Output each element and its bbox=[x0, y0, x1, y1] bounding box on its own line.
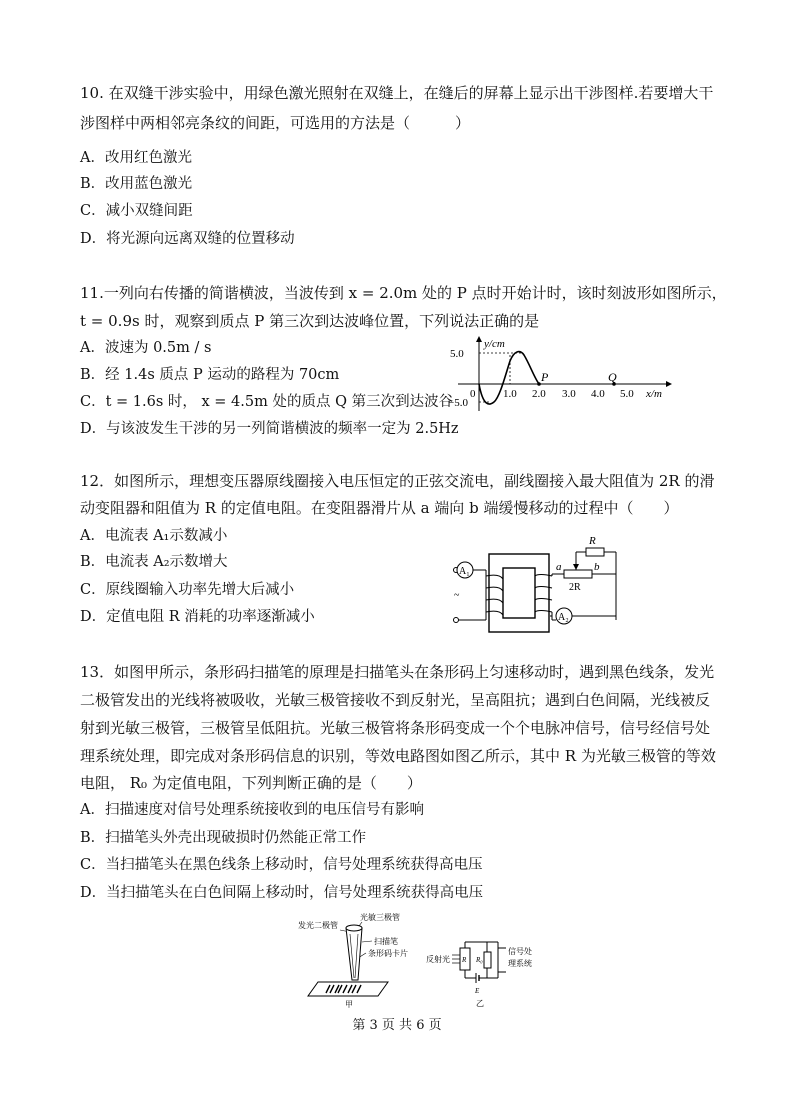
q11-option-b: B．经 1.4s 质点 P 运动的路程为 70cm bbox=[80, 367, 340, 383]
label-yi: 乙 bbox=[476, 999, 484, 1008]
q13-line1: 13．如图甲所示，条形码扫描笔的原理是扫描笔头在条形码上匀速移动时，遇到黑色线条，发光 bbox=[80, 663, 715, 681]
rheostat-label: 2R bbox=[569, 582, 581, 593]
q13-option-a: A．扫描速度对信号处理系统接收到的电压信号有影响 bbox=[80, 802, 424, 818]
label-card: 条形码卡片 bbox=[368, 949, 408, 958]
q12-option-c: C．原线圈输入功率先增大后减小 bbox=[80, 582, 295, 598]
resistor-r-label: R bbox=[589, 535, 596, 547]
wave-xtick-1: 1.0 bbox=[503, 388, 517, 400]
ammeter-a1: A₁ bbox=[459, 566, 470, 577]
label-pen: 扫描笔 bbox=[374, 937, 398, 946]
label-system-1: 信号处 bbox=[508, 947, 532, 956]
q12-option-d: D．定值电阻 R 消耗的功率逐渐减小 bbox=[80, 609, 315, 625]
wave-ytick-pos: 5.0 bbox=[450, 348, 464, 360]
q11-line2: t = 0.9s 时，观察到质点 P 第三次到达波峰位置，下列说法正确的是 bbox=[80, 312, 540, 330]
q11-option-c: C．t = 1.6s 时， x = 4.5m 处的质点 Q 第三次到达波谷 bbox=[80, 394, 454, 410]
q12-line1: 12．如图所示，理想变压器原线圈接入电压恒定的正弦交流电，副线圈接入最大阻值为 2R 的滑 bbox=[80, 472, 715, 490]
page-footer: 第 3 页 共 6 页 bbox=[352, 1018, 442, 1033]
wave-xtick-5: 5.0 bbox=[620, 388, 634, 400]
label-phototransistor: 光敏三极管 bbox=[360, 913, 400, 922]
equivalent-circuit-yi bbox=[426, 940, 546, 1012]
q12-option-b: B．电流表 A₂示数增大 bbox=[80, 554, 228, 570]
q13-line5: 电阻， R₀ 为定值电阻，下列判断正确的是（ ） bbox=[80, 774, 422, 792]
label-r: R bbox=[462, 956, 467, 964]
wave-point-q: Q bbox=[608, 370, 617, 384]
q12-option-a: A．电流表 A₁示数减小 bbox=[80, 528, 228, 544]
label-led: 发光二极管 bbox=[298, 921, 338, 930]
ammeter-a2: A₂ bbox=[558, 612, 569, 623]
q13-option-d: D．当扫描笔头在白色间隔上移动时，信号处理系统获得高电压 bbox=[80, 885, 484, 901]
q11-option-a: A．波速为 0.5m / s bbox=[80, 340, 212, 356]
q10-line2: 涉图样中两相邻亮条纹的间距，可选用的方法是（ ） bbox=[80, 114, 471, 132]
wave-xtick-3: 3.0 bbox=[562, 388, 576, 400]
q10-line1: 10. 在双缝干涉实验中，用绿色激光照射在双缝上，在缝后的屏幕上显示出干涉图样.若要增大干 bbox=[80, 84, 714, 102]
wave-ylabel: y/cm bbox=[484, 338, 505, 350]
wave-point-p: P bbox=[541, 370, 549, 384]
q13-option-c: C．当扫描笔头在黑色线条上移动时，信号处理系统获得高电压 bbox=[80, 857, 483, 873]
label-system-2: 理系统 bbox=[508, 959, 532, 968]
q10-option-a: A．改用红色激光 bbox=[80, 150, 192, 166]
wave-origin: 0 bbox=[470, 388, 476, 400]
q12-line2: 动变阻器和阻值为 R 的定值电阻。在变阻器滑片从 a 端向 b 端缓慢移动的过程中（ ） bbox=[80, 499, 679, 517]
wave-xtick-2: 2.0 bbox=[532, 388, 546, 400]
q10-option-b: B．改用蓝色激光 bbox=[80, 176, 193, 192]
ac-source: ~ bbox=[454, 590, 460, 601]
q13-line2: 二极管发出的光线将被吸收，光敏三极管接收不到反射光，呈高阻抗；遇到白色间隔，光线被反 bbox=[80, 691, 711, 709]
q13-option-b: B．扫描笔头外壳出现破损时仍然能正常工作 bbox=[80, 830, 367, 846]
label-r0: R₀ bbox=[476, 956, 483, 964]
q13-line4: 理系统处理，即完成对条形码信息的识别，等效电路图如图乙所示，其中 R 为光敏三极管的等效 bbox=[80, 747, 716, 765]
q13-line3: 射到光敏三极管，三极管呈低阻抗。光敏三极管将条形码变成一个个电脉冲信号，信号经信号处 bbox=[80, 719, 711, 737]
label-reflect: 反射光 bbox=[426, 955, 450, 964]
q11-option-d: D．与该波发生干涉的另一列简谐横波的频率一定为 2.5Hz bbox=[80, 421, 459, 437]
rheostat-end-a: a bbox=[556, 561, 562, 573]
scanner-figure-jia bbox=[298, 910, 426, 1010]
label-jia: 甲 bbox=[345, 1000, 353, 1009]
transformer-circuit bbox=[446, 530, 636, 635]
q10-option-c: C．减小双缝间距 bbox=[80, 203, 193, 219]
wave-ytick-neg: −5.0 bbox=[448, 397, 468, 409]
label-e: E bbox=[475, 987, 480, 995]
wave-xtick-4: 4.0 bbox=[591, 388, 605, 400]
q10-option-d: D．将光源向远离双缝的位置移动 bbox=[80, 231, 295, 247]
rheostat-end-b: b bbox=[594, 561, 600, 573]
wave-graph bbox=[448, 333, 678, 413]
q11-line1: 11.一列向右传播的简谐横波，当波传到 x = 2.0m 处的 P 点时开始计时，该时刻波形如图所示， bbox=[80, 284, 727, 302]
wave-xlabel: x/m bbox=[646, 388, 662, 400]
